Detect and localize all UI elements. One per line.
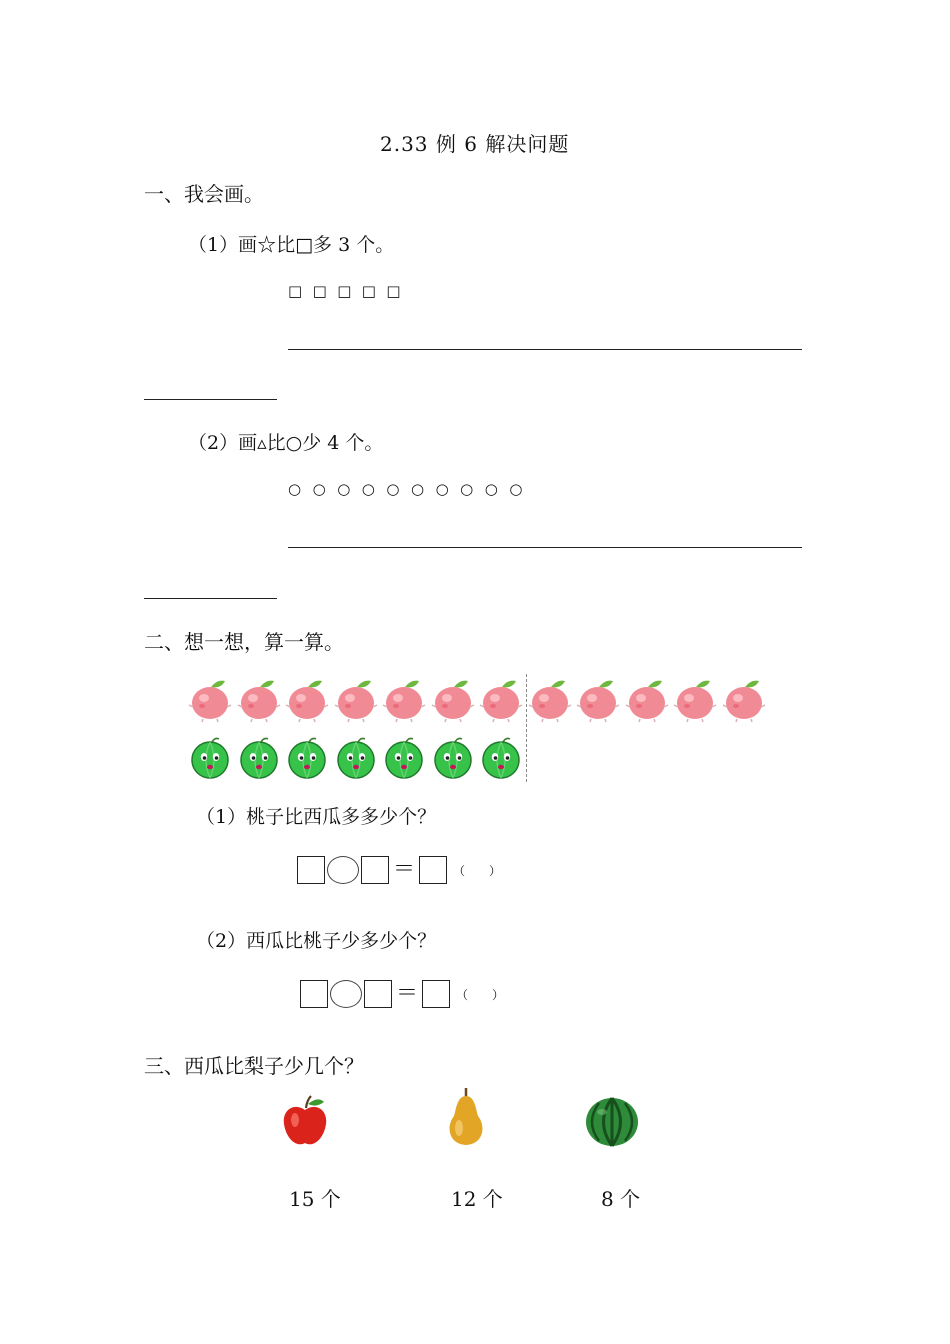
watermelon-face-icon — [380, 734, 429, 782]
peach-icon — [526, 676, 575, 724]
result-box[interactable] — [422, 980, 450, 1008]
section-3-heading: 三、西瓜比梨子少几个？ — [144, 1054, 364, 1078]
equation-row — [300, 980, 504, 1008]
watermelon-face-icon — [283, 734, 332, 782]
watermelon-face-icon — [186, 734, 235, 782]
circle-shape: ○ — [312, 480, 326, 498]
peach-icon — [332, 676, 381, 724]
watermelon-icon — [585, 1094, 639, 1152]
answer-line-continuation[interactable] — [144, 598, 277, 599]
peach-icon — [574, 676, 623, 724]
peach-icon — [623, 676, 672, 724]
circle-shape: ○ — [288, 480, 302, 498]
peach-row — [186, 676, 768, 724]
circle-shape: ○ — [410, 480, 425, 498]
square-shape: □ — [288, 282, 303, 300]
circle-shape: ○ — [337, 480, 351, 498]
watermelon-face-icon — [235, 734, 284, 782]
peach-icon — [380, 676, 429, 724]
peach-icon — [235, 676, 284, 724]
circle-shape: ○ — [386, 480, 400, 498]
unit-paren[interactable]: （ ） — [456, 987, 505, 1002]
answer-box[interactable] — [300, 980, 328, 1008]
apple-icon — [280, 1094, 330, 1152]
square-row — [288, 282, 411, 300]
equals-sign: ＝ — [393, 857, 416, 882]
answer-box[interactable] — [361, 856, 389, 884]
circle-shape: ○ — [509, 480, 523, 498]
answer-line-continuation[interactable] — [144, 399, 277, 400]
square-shape: □ — [386, 282, 401, 300]
answer-line[interactable] — [288, 547, 802, 548]
apple-count: 15 个 — [289, 1187, 341, 1211]
watermelon-face-icon — [332, 734, 381, 782]
result-box[interactable] — [419, 856, 447, 884]
peach-icon — [186, 676, 235, 724]
operator-oval[interactable] — [327, 856, 359, 884]
peach-icon — [429, 676, 478, 724]
pear-icon — [442, 1086, 490, 1152]
watermelon-count: 8 个 — [601, 1187, 641, 1211]
peach-icon — [477, 676, 526, 724]
answer-box[interactable] — [297, 856, 325, 884]
answer-line[interactable] — [288, 349, 802, 350]
section-1-q1-prompt: （1）画☆比□多 3 个。 — [188, 234, 395, 256]
unit-paren[interactable]: （ ） — [453, 863, 502, 878]
equation-row — [297, 856, 501, 884]
answer-box[interactable] — [364, 980, 392, 1008]
watermelon-face-icon — [477, 734, 526, 782]
equals-sign: ＝ — [396, 981, 419, 1006]
peach-icon — [283, 676, 332, 724]
square-shape: □ — [361, 282, 376, 300]
peach-icon — [671, 676, 720, 724]
operator-oval[interactable] — [330, 980, 362, 1008]
section-2-heading: 二、想一想，算一算。 — [144, 630, 344, 654]
comparison-divider — [526, 674, 527, 782]
circle-shape: ○ — [484, 480, 498, 498]
peach-icon — [720, 676, 769, 724]
watermelon-face-icon — [429, 734, 478, 782]
pear-count: 12 个 — [451, 1187, 503, 1211]
watermelon-row — [186, 734, 526, 782]
circle-shape: ○ — [460, 480, 474, 498]
square-shape: □ — [337, 282, 352, 300]
section-2-q1-prompt: （1）桃子比西瓜多多少个？ — [196, 806, 437, 828]
section-2-q2-prompt: （2）西瓜比桃子少多少个？ — [196, 930, 437, 952]
square-shape: □ — [312, 282, 327, 300]
page-title: 2.33 例 6 解决问题 — [380, 132, 570, 156]
section-1-q2-prompt: （2）画▵比○少 4 个。 — [188, 432, 384, 454]
circle-row — [288, 480, 534, 498]
section-1-heading: 一、我会画。 — [144, 182, 264, 206]
circle-shape: ○ — [361, 480, 375, 498]
circle-shape: ○ — [435, 480, 449, 498]
